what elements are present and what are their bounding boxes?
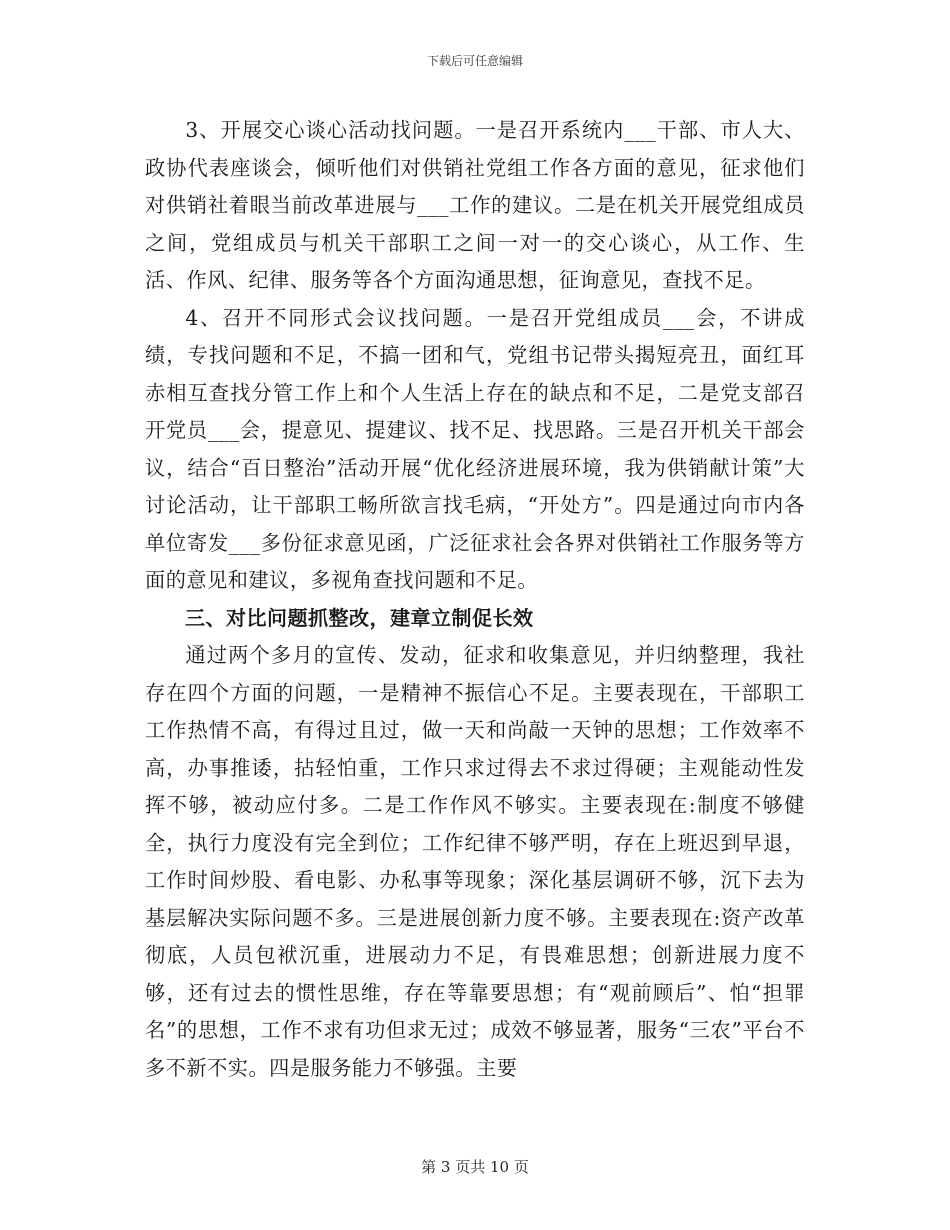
page-number: 第 3 页共 10 页 [421, 1158, 529, 1176]
header-note: 下载后可任意编辑 [426, 54, 523, 68]
document-body [145, 112, 805, 1087]
paragraph-problems: 通过两个多月的宣传、发动，征求和收集意见，并归纳整理，我社存在四个方面的问题，一是精神不振信心不足。主要表现在，干部职工工作热情不高，有得过且过，做一天和尚敲一天钟的思想；工作效率不高，办事推诿，拈轻怕重，工作只求过得去不求过得硬；主观能动性发挥不够，被动应付多。二是工作作风不够实。主要表现在:制度不够健全，执行力度没有完全到位；工作纪律不够严明，存在上班迟到早退，工作时间炒股、看电影、办私事等现象；深化基层调研不够，沉下去为基层解决实际问题不多。三是进展创新力度不够。主要表现在:资产改革彻底，人员包袱沉重，进展动力不足，有畏难思想；创新进展力度不够，还有过去的惯性思维，存在等靠要思想；有“观前顾后”、怕“担罪名”的思想，工作不求有功但求无过；成效不够显著，服务“三农”平台不多不新不实。四是服务能力不够强。主要 [145, 643, 805, 1080]
paragraph-talk-activity: 3、开展交心谈心活动找问题。一是召开系统内___干部、市人大、政协代表座谈会，倾听他们对供销社党组工作各方面的意见，征求他们对供销社着眼当前改革进展与___工作的建议。二是在机关开展党组成员之间，党组成员与机关干部职工之间一对一的交心谈心，从工作、生活、作风、纪律、服务等各个方面沟通思想，征询意见，查找不足。 [145, 118, 805, 292]
section-heading: 三、对比问题抓整改，建章立制促长效 [185, 605, 534, 630]
paragraph-meetings: 4、召开不同形式会议找问题。一是召开党组成员___会，不讲成绩，专找问题和不足，不搞一团和气，党组书记带头揭短亮丑，面红耳赤相互查找分管工作上和个人生活上存在的缺点和不足，二是党支部召开党员___会，提意见、提建议、找不足、找思路。三是召开机关干部会议，结合“百日整治”活动开展“优化经济进展环境，我为供销献计策”大讨论活动，让干部职工畅所欲言找毛病，“开处方”。四是通过向市内各单位寄发___多份征求意见函，广泛征求社会各界对供销社工作服务等方面的意见和建议，多视角查找问题和不足。 [145, 305, 805, 592]
